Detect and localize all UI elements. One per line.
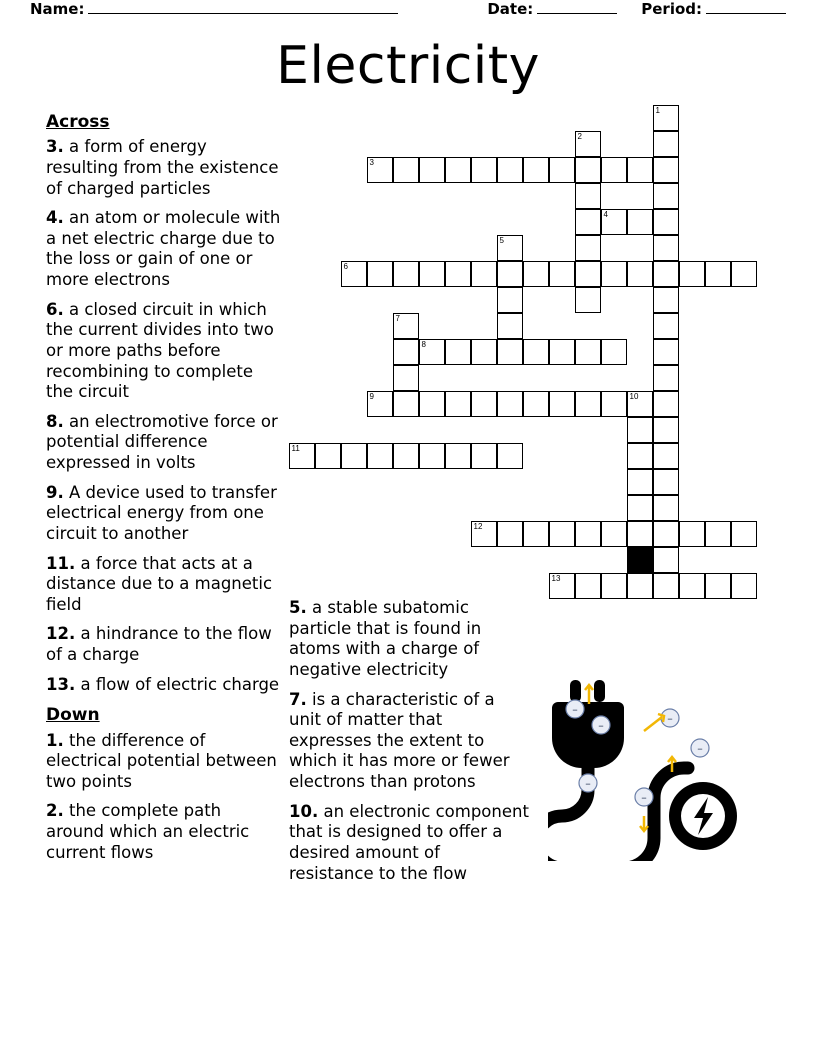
clue-text: the difference of electrical potential between two points <box>46 730 277 791</box>
clue-text: a form of energy resulting from the existence of charged particles <box>46 137 279 198</box>
grid-cell[interactable] <box>419 443 445 469</box>
grid-cell[interactable] <box>393 365 419 391</box>
grid-cell[interactable] <box>601 521 627 547</box>
grid-cell[interactable] <box>523 157 549 183</box>
grid-cell[interactable] <box>575 339 601 365</box>
grid-cell[interactable] <box>315 443 341 469</box>
date-input-line[interactable] <box>537 0 617 14</box>
grid-cell-number: 11 <box>291 444 300 453</box>
grid-cell[interactable] <box>497 287 523 313</box>
svg-text:–: – <box>598 719 604 732</box>
clue-number: 9. <box>46 482 64 502</box>
clue-item <box>46 801 284 863</box>
clue-text: a hindrance to the flow of a charge <box>46 624 272 664</box>
period-label: Period: <box>641 0 702 18</box>
crossword-grid[interactable] <box>289 105 759 595</box>
grid-cell[interactable] <box>523 339 549 365</box>
grid-cell[interactable] <box>445 391 471 417</box>
clue-number: 13. <box>46 674 76 694</box>
grid-cell[interactable] <box>393 391 419 417</box>
grid-cell[interactable] <box>653 287 679 313</box>
clue-item <box>46 483 284 545</box>
grid-cell[interactable] <box>601 209 627 235</box>
grid-cell[interactable] <box>653 469 679 495</box>
clue-item <box>46 300 284 403</box>
clues-column-left <box>46 112 284 872</box>
grid-cell[interactable] <box>393 313 419 339</box>
grid-cell[interactable] <box>653 573 679 599</box>
clue-item <box>46 624 284 665</box>
grid-cell[interactable] <box>653 521 679 547</box>
grid-cell-number: 2 <box>577 132 582 141</box>
electric-plug-illustration <box>548 676 758 861</box>
grid-cell[interactable] <box>705 573 731 599</box>
grid-cell[interactable] <box>497 235 523 261</box>
worksheet-header <box>30 0 786 26</box>
name-field-group <box>30 0 398 18</box>
grid-cell[interactable] <box>289 443 315 469</box>
grid-cell[interactable] <box>679 521 705 547</box>
grid-cell[interactable] <box>419 391 445 417</box>
clue-item <box>46 208 284 291</box>
grid-cell[interactable] <box>653 365 679 391</box>
grid-cell[interactable] <box>341 261 367 287</box>
clue-number: 5. <box>289 598 307 617</box>
grid-cell[interactable] <box>367 157 393 183</box>
down-heading: Down <box>46 705 100 726</box>
clue-item <box>289 690 529 793</box>
down-clue-list-part2 <box>289 598 529 884</box>
clue-number: 2. <box>46 801 64 821</box>
grid-cell[interactable] <box>601 157 627 183</box>
clue-number: 3. <box>46 137 64 157</box>
grid-cell[interactable] <box>445 339 471 365</box>
clue-item <box>46 731 284 793</box>
grid-cell[interactable] <box>497 157 523 183</box>
grid-cell[interactable] <box>471 157 497 183</box>
grid-cell[interactable] <box>653 339 679 365</box>
grid-cell[interactable] <box>705 521 731 547</box>
period-input-line[interactable] <box>706 0 786 14</box>
grid-cell[interactable] <box>575 521 601 547</box>
clue-number: 8. <box>46 411 64 431</box>
clue-number: 7. <box>289 689 307 709</box>
grid-cell[interactable] <box>653 131 679 157</box>
clue-text: a force that acts at a distance due to a magnetic field <box>46 553 273 614</box>
grid-cell[interactable] <box>653 183 679 209</box>
grid-cell[interactable] <box>341 443 367 469</box>
grid-cell[interactable] <box>445 443 471 469</box>
grid-cell[interactable] <box>653 105 679 131</box>
page-title: Electricity <box>276 36 540 96</box>
clue-number: 4. <box>46 208 64 228</box>
grid-cell[interactable] <box>627 573 653 599</box>
grid-cell[interactable] <box>575 573 601 599</box>
grid-cell[interactable] <box>419 157 445 183</box>
grid-cell[interactable] <box>627 469 653 495</box>
clue-text: a flow of electric charge <box>75 674 280 694</box>
grid-cell[interactable] <box>549 157 575 183</box>
grid-cell-number: 12 <box>473 522 483 531</box>
grid-cell[interactable] <box>601 573 627 599</box>
grid-cell[interactable] <box>627 157 653 183</box>
across-clue-list <box>46 137 284 695</box>
grid-cell[interactable] <box>549 339 575 365</box>
clue-number: 10. <box>289 801 319 821</box>
grid-cell[interactable] <box>653 261 679 287</box>
clue-item <box>46 137 284 199</box>
grid-cell[interactable] <box>731 261 757 287</box>
clue-number: 6. <box>46 299 64 319</box>
grid-cell[interactable] <box>627 443 653 469</box>
grid-cell[interactable] <box>575 235 601 261</box>
grid-cell[interactable] <box>445 261 471 287</box>
svg-text:–: – <box>585 777 591 790</box>
grid-cell[interactable] <box>653 495 679 521</box>
grid-cell[interactable] <box>601 391 627 417</box>
grid-cell[interactable] <box>445 157 471 183</box>
grid-cell[interactable] <box>653 443 679 469</box>
grid-cell[interactable] <box>627 391 653 417</box>
grid-cell[interactable] <box>627 417 653 443</box>
grid-cell[interactable] <box>575 261 601 287</box>
grid-cell[interactable] <box>653 209 679 235</box>
grid-cell[interactable] <box>705 261 731 287</box>
svg-text:–: – <box>697 742 703 755</box>
clue-item <box>289 802 529 885</box>
grid-cell[interactable] <box>601 339 627 365</box>
grid-cell[interactable] <box>549 391 575 417</box>
grid-cell[interactable] <box>575 287 601 313</box>
grid-cell[interactable] <box>471 339 497 365</box>
grid-cell[interactable] <box>653 157 679 183</box>
grid-cell[interactable] <box>367 261 393 287</box>
grid-cell[interactable] <box>575 131 601 157</box>
date-label: Date: <box>487 0 534 18</box>
clue-text: an atom or molecule with a net electric charge due to the loss or gain of one or more electrons <box>46 208 281 289</box>
grid-cell[interactable] <box>393 261 419 287</box>
clue-text: a stable subatomic particle that is found in atoms with a charge of negative electricity <box>289 598 482 679</box>
grid-cell[interactable] <box>549 521 575 547</box>
svg-text:–: – <box>667 712 673 725</box>
grid-cell[interactable] <box>679 573 705 599</box>
name-label: Name: <box>30 0 85 18</box>
grid-cell[interactable] <box>653 417 679 443</box>
grid-cell[interactable] <box>523 261 549 287</box>
grid-cell[interactable] <box>653 235 679 261</box>
clue-number: 11. <box>46 553 76 573</box>
grid-cell[interactable] <box>497 261 523 287</box>
name-input-line[interactable] <box>88 0 398 14</box>
grid-cell[interactable] <box>393 443 419 469</box>
across-heading: Across <box>46 112 110 132</box>
clue-item <box>46 412 284 474</box>
clues-column-middle <box>289 598 529 893</box>
grid-cell-number: 7 <box>395 314 400 323</box>
clue-number: 12. <box>46 624 76 644</box>
grid-cell[interactable] <box>471 261 497 287</box>
grid-cell[interactable] <box>653 313 679 339</box>
grid-cell[interactable] <box>627 495 653 521</box>
grid-cell[interactable] <box>497 313 523 339</box>
grid-cell[interactable] <box>653 391 679 417</box>
clue-text: the complete path around which an electric current flows <box>46 801 250 862</box>
grid-cell[interactable] <box>731 521 757 547</box>
period-field-group <box>641 0 786 18</box>
grid-cell[interactable] <box>575 157 601 183</box>
grid-cell[interactable] <box>627 209 653 235</box>
grid-cell-number: 4 <box>603 210 608 219</box>
grid-cell[interactable] <box>497 391 523 417</box>
grid-cell[interactable] <box>419 339 445 365</box>
grid-cell-number: 9 <box>369 392 374 401</box>
grid-cell[interactable] <box>575 183 601 209</box>
grid-cell-number: 10 <box>629 392 639 401</box>
grid-cell[interactable] <box>367 443 393 469</box>
clue-number: 1. <box>46 730 64 750</box>
grid-cell[interactable] <box>575 209 601 235</box>
grid-cell[interactable] <box>367 391 393 417</box>
grid-cell-number: 8 <box>421 340 426 349</box>
grid-cell[interactable] <box>497 521 523 547</box>
date-field-group <box>487 0 617 18</box>
grid-cell[interactable] <box>471 391 497 417</box>
clue-text: an electronic component that is designed to offer a desired amount of resistance to the flow <box>289 801 529 883</box>
grid-cell[interactable] <box>393 339 419 365</box>
grid-cell[interactable] <box>679 261 705 287</box>
grid-cell[interactable] <box>653 547 679 573</box>
clue-text: an electromotive force or potential difference expressed in volts <box>46 411 278 472</box>
grid-cell[interactable] <box>549 261 575 287</box>
grid-cell-number: 13 <box>551 574 561 583</box>
grid-cell[interactable] <box>471 521 497 547</box>
grid-cell[interactable] <box>601 261 627 287</box>
clue-text: A device used to transfer electrical energy from one circuit to another <box>46 482 277 543</box>
grid-cell[interactable] <box>393 157 419 183</box>
svg-text:–: – <box>641 791 647 804</box>
grid-cell[interactable] <box>627 261 653 287</box>
clue-item <box>46 554 284 616</box>
grid-cell[interactable] <box>471 443 497 469</box>
clue-text: is a characteristic of a unit of matter that expresses the extent to which it has more or fewer electrons than protons <box>289 689 510 791</box>
clue-text: a closed circuit in which the current divides into two or more paths before recombining to complete the circuit <box>46 299 274 402</box>
grid-cell[interactable] <box>523 391 549 417</box>
grid-cell-number: 3 <box>369 158 374 167</box>
grid-cell[interactable] <box>497 443 523 469</box>
grid-cell-blocked <box>627 547 653 573</box>
grid-cell-number: 1 <box>655 106 660 115</box>
down-clue-list-part1 <box>46 731 284 864</box>
grid-cell[interactable] <box>549 573 575 599</box>
grid-cell[interactable] <box>419 261 445 287</box>
grid-cell-number: 5 <box>499 236 504 245</box>
grid-cell-number: 6 <box>343 262 348 271</box>
grid-cell[interactable] <box>575 391 601 417</box>
clue-item <box>46 675 284 696</box>
grid-cell[interactable] <box>497 339 523 365</box>
grid-cell[interactable] <box>523 521 549 547</box>
grid-cell[interactable] <box>627 521 653 547</box>
svg-text:–: – <box>572 703 578 716</box>
grid-cell[interactable] <box>731 573 757 599</box>
clue-item <box>289 598 529 681</box>
